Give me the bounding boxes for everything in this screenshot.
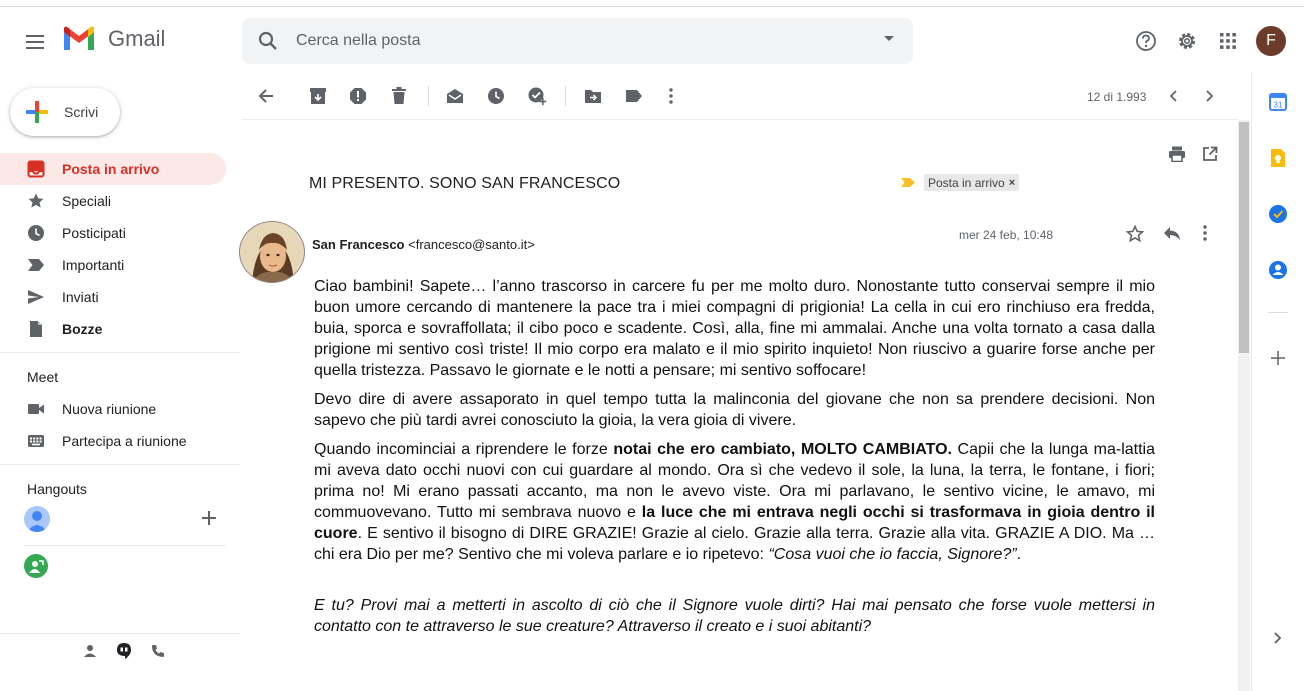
sidebar-item-label: Importanti <box>62 257 125 273</box>
sidebar-item-label: Inviati <box>62 289 99 305</box>
open-new-window-icon[interactable] <box>1202 146 1218 167</box>
body-bold-text: notai che ero cambiato, MOLTO CAMBIATO. <box>613 441 952 458</box>
sidebar-item-sent[interactable] <box>0 281 226 313</box>
body-paragraph: Ciao bambini! Sapete… l’anno trascorso in carcere fu per me molto duro. Nonostante tutto conservai sempre il mio buon umore cercando di mantenere la pace tra i miei compagni di prigionia! La cella in cui ero rinchiuso era fredda, buia, sporca e sovraffollata; il cibo poco e scadente. Così, alla, fine mi ammalai. Anche una volta tornato a casa dalla prigione mi sentivo così triste! Il mio corpo era malato e il mio spirito inquieto! Non riuscivo a guarire forse anche per quella tristezza. Passavo le giornate e le notti a pensare; mi sentivo soffocare! <box>314 278 1155 379</box>
sidebar-item-label: Posta in arrivo <box>62 161 160 177</box>
top-border <box>0 6 1304 7</box>
inbox-icon <box>26 159 46 179</box>
account-avatar[interactable]: F <box>1256 26 1286 56</box>
search-bar[interactable] <box>242 18 913 64</box>
hangouts-divider <box>24 545 226 546</box>
body-text: Quando incominciai a riprendere le forze <box>314 441 614 458</box>
back-arrow-icon[interactable] <box>256 86 276 106</box>
star-outline-icon[interactable] <box>1126 225 1144 248</box>
svg-text:31: 31 <box>1273 100 1283 110</box>
sidebar-item-label: Bozze <box>62 321 103 337</box>
draft-icon <box>26 319 46 339</box>
message-scrollbar-thumb[interactable] <box>1239 122 1249 353</box>
sidebar-item-label: Speciali <box>62 193 112 209</box>
archive-icon[interactable] <box>308 86 328 106</box>
contacts-icon[interactable] <box>1268 260 1288 280</box>
label-icon[interactable] <box>624 86 644 106</box>
sidebar-item-starred[interactable] <box>0 185 226 217</box>
remove-label-icon[interactable]: × <box>1008 176 1016 189</box>
sidebar-bottom-divider <box>0 633 240 634</box>
compose-button[interactable] <box>10 88 120 136</box>
compose-plus-icon <box>24 99 50 125</box>
message-subject: MI PRESENTO. SONO SAN FRANCESCO <box>309 175 621 192</box>
mark-unread-icon[interactable] <box>445 86 465 106</box>
hangouts-section-title: Hangouts <box>27 481 87 497</box>
sidebar-bottom-tabs <box>78 641 180 661</box>
sidebar-item-drafts[interactable] <box>0 313 226 345</box>
meet-new-meeting[interactable] <box>0 393 226 425</box>
message-toolbar <box>242 72 1238 120</box>
gmail-logo[interactable] <box>62 26 165 52</box>
sidebar-item-inbox[interactable] <box>0 153 226 185</box>
newer-chevron-left-icon[interactable] <box>1163 86 1183 106</box>
sender-line <box>312 237 535 252</box>
video-camera-icon <box>26 399 46 419</box>
message-body <box>314 276 1155 645</box>
hangouts-chat-icon[interactable] <box>112 641 136 661</box>
toolbar-divider <box>428 86 429 106</box>
send-icon <box>26 287 46 307</box>
body-paragraph-italic: E tu? Provi mai a metterti in ascolto di ciò che il Signore vuole dirti? Hai mai pensato che forse vuole mettersi in contatto con te attraverso le sue creature? Attraverso il creato e i suoi abitanti? <box>314 597 1155 635</box>
meet-section-title: Meet <box>27 369 59 385</box>
help-icon[interactable] <box>1131 26 1161 56</box>
print-icon[interactable] <box>1168 146 1186 167</box>
more-options-icon[interactable] <box>661 86 681 106</box>
search-input[interactable] <box>296 32 856 50</box>
sender-email: <francesco@santo.it> <box>408 237 535 252</box>
search-icon[interactable] <box>256 29 280 53</box>
sender-avatar <box>239 221 305 283</box>
hangouts-contact-icon[interactable] <box>24 554 48 578</box>
label-important-icon <box>26 255 46 275</box>
app-name: Gmail <box>108 26 166 51</box>
search-options-icon[interactable] <box>883 35 895 43</box>
toolbar-divider <box>565 86 566 106</box>
side-panel-rail <box>1251 72 1304 691</box>
label-chip-text: Posta in arrivo <box>928 175 1005 190</box>
sidebar-nav <box>0 153 240 345</box>
rail-divider <box>1268 312 1288 313</box>
sidebar-divider <box>0 464 240 465</box>
body-text: Capii che la lunga ma-lattia mi aveva dato occhi nuovi con cui guardare al mondo. Ora sì che vedevo il sole, la luna, la terra, le fontane, i fiori; prima no! Mi erano passati accanto, ma non le avevo viste. Ora mi parlavano, le sentivo vicine, le amavo, mi commuovevano. Tutto mi sembrava nuovo e <box>314 441 1155 521</box>
settings-gear-icon[interactable] <box>1172 26 1202 56</box>
sidebar-item-snoozed[interactable] <box>0 217 226 249</box>
sidebar-item-important[interactable] <box>0 249 226 281</box>
add-hangout-icon[interactable] <box>202 511 216 525</box>
important-marker-icon[interactable] <box>900 177 916 188</box>
add-task-icon[interactable] <box>527 86 547 106</box>
meet-item-label: Nuova riunione <box>62 401 157 417</box>
app-header <box>0 8 1304 72</box>
snooze-clock-icon[interactable] <box>486 86 506 106</box>
get-addons-plus-icon[interactable] <box>1268 348 1288 368</box>
calendar-icon[interactable] <box>1268 92 1288 112</box>
report-spam-icon[interactable] <box>348 86 368 106</box>
older-chevron-right-icon[interactable] <box>1200 86 1220 106</box>
delete-trash-icon[interactable] <box>389 86 409 106</box>
hangouts-user-avatar[interactable] <box>24 506 50 532</box>
body-paragraph <box>314 439 1155 565</box>
keyboard-icon <box>26 431 46 451</box>
apps-grid-icon[interactable] <box>1213 26 1243 56</box>
meet-join-meeting[interactable] <box>0 425 226 457</box>
body-bold-text: la luce che mi entrava negli occhi si trasformava in gioia dentro il cuore <box>314 504 1156 542</box>
main-menu-icon[interactable] <box>20 26 52 58</box>
message-date: mer 24 feb, 10:48 <box>959 228 1054 242</box>
keep-icon[interactable] <box>1268 148 1288 168</box>
phone-icon[interactable] <box>146 641 170 661</box>
person-icon[interactable] <box>78 641 102 661</box>
compose-label: Scrivi <box>64 104 99 120</box>
sender-name: San Francesco <box>312 237 405 252</box>
body-paragraph: Devo dire di avere assaporato in quel tempo tutta la malinconia del giovane che non sa prendere decisioni. Non sapevo che più tardi avrei conosciuto la gioia, la vera gioia di vivere. <box>314 391 1155 429</box>
gmail-m-icon <box>62 26 96 52</box>
meet-item-label: Partecipa a riunione <box>62 433 187 449</box>
show-side-panel-chevron-icon[interactable] <box>1268 628 1288 648</box>
clock-icon <box>26 223 46 243</box>
sidebar-item-label: Posticipati <box>62 225 126 241</box>
reply-icon[interactable] <box>1163 225 1181 246</box>
label-chip-inbox[interactable] <box>924 174 1019 191</box>
body-text: . E sentivo il bisogno di DIRE GRAZIE! Grazie al cielo. Grazie alla terra. Grazie alla vita. GRAZIE A DIO. Ma … chi era Dio per me? Sentivo che mi voleva parlare e io ripetevo: <box>314 525 1155 563</box>
message-more-icon[interactable] <box>1203 225 1207 246</box>
move-to-icon[interactable] <box>583 86 603 106</box>
star-icon <box>26 191 46 211</box>
body-italic-text: “Cosa vuoi che io faccia, Signore?” <box>768 546 1017 563</box>
body-text: . <box>1016 546 1022 563</box>
meet-list <box>0 393 240 457</box>
sidebar-divider <box>0 352 240 353</box>
message-counter: 12 di 1.993 <box>1087 90 1147 104</box>
tasks-icon[interactable] <box>1268 204 1288 224</box>
